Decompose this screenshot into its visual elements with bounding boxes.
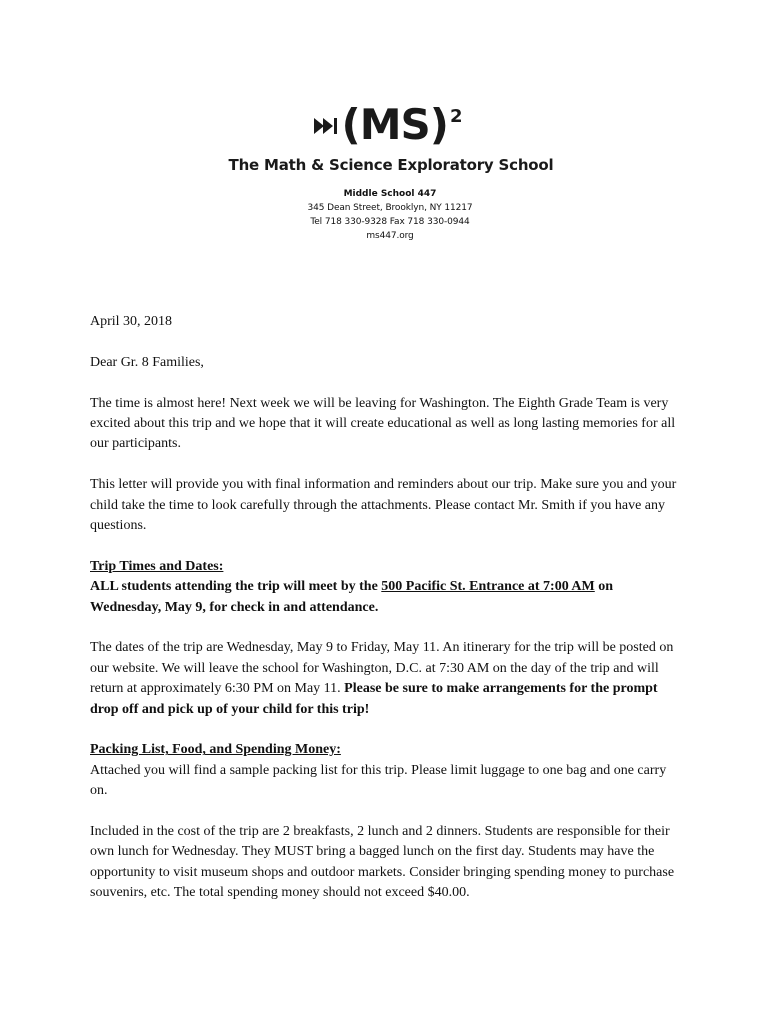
letter-body bbox=[90, 312, 680, 924]
section-heading-text: Packing List, Food, and Spending Money: bbox=[90, 742, 341, 758]
paragraph-food-money: Included in the cost of the trip are 2 breakfasts, 2 lunch and 2 dinners. Students are responsible for their own lunch for Wednesday. They MUST bring a bagged lunch on the first day. Students may have the opportunity to visit museum shops and outdoor markets. Consider bringing spending money to purchase souvenirs, etc. The total spending money should not exceed $40.00. bbox=[90, 824, 675, 901]
trip-dates-text: The dates of the trip are Wednesday, May 9 to Friday, May 11. An itinerary for the trip will be posted on our website. We will leave the school for Washington, D.C. at 7:30 AM on the day of the trip and will return at approximately 6:30 PM on May 11. bbox=[90, 640, 674, 697]
section-heading-text: Trip Times and Dates: bbox=[90, 558, 224, 574]
paragraph-packing: Attached you will find a sample packing list for this trip. Please limit luggage to one bag and one carry on. bbox=[90, 762, 667, 799]
letter-salutation: Dear Gr. 8 Families, bbox=[90, 354, 204, 370]
paragraph-intro: The time is almost here! Next week we will be leaving for Washington. The Eighth Grade Team is very excited about this trip and we hope that it will create educational as well as long lasting memories for all our participants. bbox=[90, 395, 676, 452]
meeting-text-a: ALL students attending the trip will meet by the bbox=[90, 579, 382, 595]
logo-superscript: 2 bbox=[449, 106, 463, 127]
school-phone-fax: Tel 718 330-9328 Fax 718 330-0944 bbox=[310, 217, 470, 227]
school-logo bbox=[6, 100, 770, 150]
paragraph-reminders: This letter will provide you with final information and reminders about our trip. Make sure you and your child take the time to look carefully through the attachments. Please contact Mr. Smith if you have any questions. bbox=[90, 477, 677, 534]
section-heading-packing bbox=[90, 740, 680, 760]
school-website: ms447.org bbox=[366, 231, 414, 241]
meeting-text-b: on Wednesday, May 9, for check in and attendance. bbox=[90, 579, 614, 615]
paragraph-trip-dates bbox=[90, 638, 680, 720]
letter-date: April 30, 2018 bbox=[90, 314, 173, 329]
fast-forward-icon bbox=[314, 116, 340, 136]
school-name: The Math & Science Exploratory School bbox=[228, 156, 554, 174]
section-heading-trip-times bbox=[90, 557, 680, 577]
school-address: 345 Dean Street, Brooklyn, NY 11217 bbox=[307, 203, 473, 213]
meeting-location: 500 Pacific St. Entrance at 7:00 AM bbox=[381, 579, 595, 595]
paragraph-meeting-point bbox=[90, 577, 680, 618]
logo-text: (MS) bbox=[341, 100, 448, 149]
letterhead bbox=[0, 100, 770, 243]
trip-dates-emphasis: Please be sure to make arrangements for the prompt drop off and pick up of your child for this trip! bbox=[90, 681, 658, 717]
school-number: Middle School 447 bbox=[343, 189, 437, 199]
